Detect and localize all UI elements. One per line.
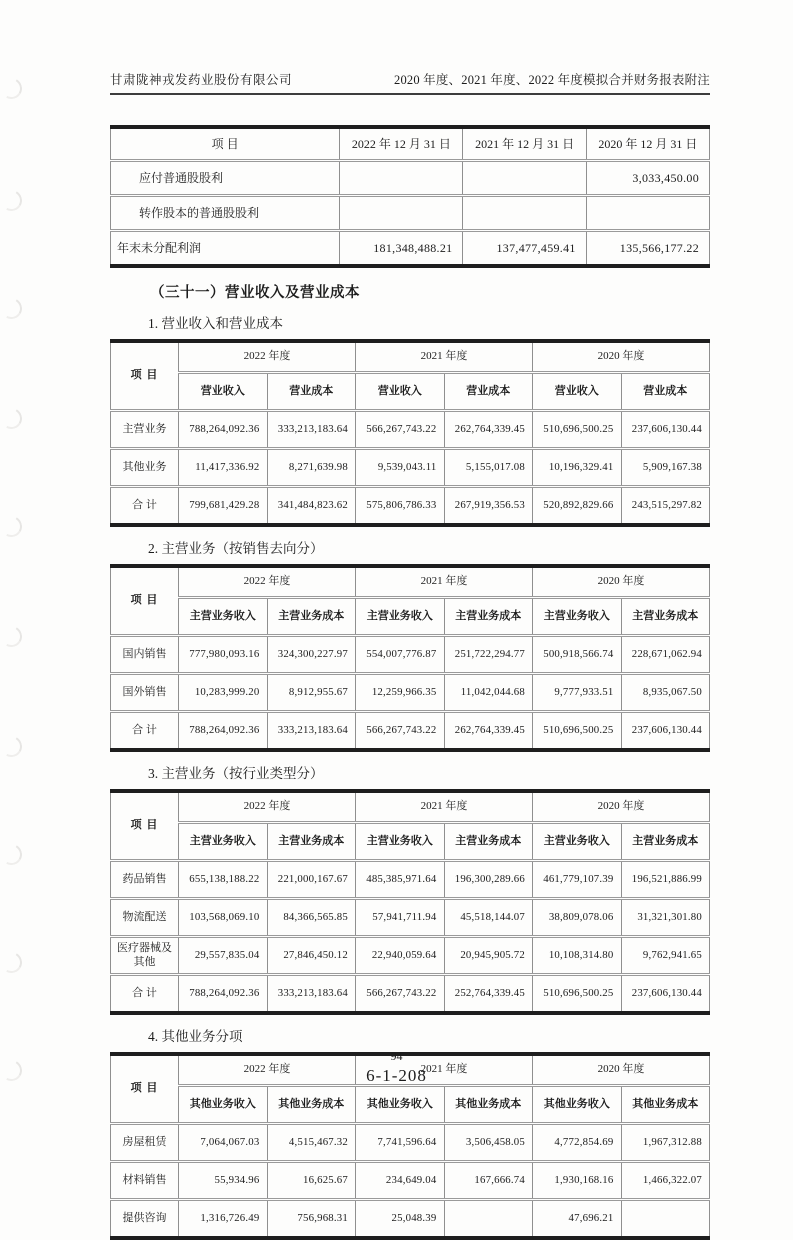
amount-cell: 221,000,167.67 (267, 861, 356, 899)
table-subheader-row (111, 373, 710, 411)
row-label: 应付普通股股利 (111, 161, 340, 196)
amount-cell: 237,606,130.44 (621, 712, 710, 751)
row-label: 医疗器械及其他 (111, 937, 179, 975)
row-label: 药品销售 (111, 861, 179, 899)
amount-cell (340, 161, 463, 196)
subheader-cost: 主营业务成本 (267, 823, 356, 861)
subheader-cost: 其他业务成本 (444, 1086, 533, 1124)
table-row (111, 1124, 710, 1162)
amount-cell: 10,283,999.20 (179, 674, 268, 712)
subheader-income: 主营业务收入 (179, 823, 268, 861)
subheader-income: 营业收入 (533, 373, 622, 411)
table-header-row (111, 127, 710, 161)
row-label: 转作股本的普通股股利 (111, 196, 340, 231)
binding-hole-mark (0, 734, 24, 760)
amount-cell: 237,606,130.44 (621, 975, 710, 1014)
column-header-year-2021: 2021 年度 (356, 566, 533, 598)
row-label: 其他业务 (111, 449, 179, 487)
subheader-cost: 主营业务成本 (267, 598, 356, 636)
subheader-cost: 营业成本 (444, 373, 533, 411)
amount-cell: 262,764,339.45 (444, 411, 533, 449)
table-by-industry (110, 789, 710, 1015)
amount-cell: 252,764,339.45 (444, 975, 533, 1014)
amount-cell: 20,945,905.72 (444, 937, 533, 975)
subheader-cost: 主营业务成本 (621, 598, 710, 636)
subsection-3-heading: 3. 主营业务（按行业类型分） (148, 766, 324, 781)
amount-cell: 167,666.74 (444, 1162, 533, 1200)
table-row (111, 449, 710, 487)
table-by-destination (110, 564, 710, 752)
row-label: 国外销售 (111, 674, 179, 712)
amount-cell: 3,033,450.00 (586, 161, 709, 196)
amount-cell: 31,321,301.80 (621, 899, 710, 937)
table-dividends (110, 125, 710, 268)
column-header-item: 项 目 (111, 1054, 179, 1124)
amount-cell: 135,566,177.22 (586, 231, 709, 267)
amount-cell: 16,625.67 (267, 1162, 356, 1200)
row-label: 物流配送 (111, 899, 179, 937)
document-code: 6-1-208 (366, 1066, 427, 1085)
amount-cell: 5,155,017.08 (444, 449, 533, 487)
subheader-income: 营业收入 (179, 373, 268, 411)
amount-cell: 45,518,144.07 (444, 899, 533, 937)
subheader-income: 主营业务收入 (179, 598, 268, 636)
amount-cell: 1,316,726.49 (179, 1200, 268, 1239)
amount-cell: 8,271,639.98 (267, 449, 356, 487)
amount-cell (444, 1200, 533, 1239)
column-header-date-2021: 2021 年 12 月 31 日 (463, 127, 586, 161)
amount-cell: 12,259,966.35 (356, 674, 445, 712)
table-subheader-row (111, 598, 710, 636)
binding-hole-mark (0, 514, 24, 540)
amount-cell: 566,267,743.22 (356, 975, 445, 1014)
table-subheader-row (111, 1086, 710, 1124)
document-header (110, 70, 710, 95)
binding-hole-mark (0, 950, 24, 976)
amount-cell: 10,108,314.80 (533, 937, 622, 975)
binding-hole-mark (0, 842, 24, 868)
column-header-item: 项 目 (111, 566, 179, 636)
amount-cell: 4,772,854.69 (533, 1124, 622, 1162)
subheader-cost: 营业成本 (621, 373, 710, 411)
table-row (111, 231, 710, 267)
amount-cell: 25,048.39 (356, 1200, 445, 1239)
binding-hole-mark (0, 624, 24, 650)
table-row (111, 161, 710, 196)
amount-cell: 9,539,043.11 (356, 449, 445, 487)
subheader-income: 主营业务收入 (356, 598, 445, 636)
table-revenue (110, 339, 710, 527)
amount-cell: 324,300,227.97 (267, 636, 356, 674)
amount-cell: 788,264,092.36 (179, 712, 268, 751)
column-header-year-2022: 2022 年度 (179, 566, 356, 598)
amount-cell: 262,764,339.45 (444, 712, 533, 751)
column-header-year-2022: 2022 年度 (179, 1054, 356, 1086)
table-row (111, 411, 710, 449)
binding-hole-mark (0, 76, 24, 102)
amount-cell: 333,213,183.64 (267, 975, 356, 1014)
amount-cell: 500,918,566.74 (533, 636, 622, 674)
amount-cell: 234,649.04 (356, 1162, 445, 1200)
subheader-income: 主营业务收入 (533, 598, 622, 636)
table-subheader-row (111, 823, 710, 861)
subheader-cost: 主营业务成本 (444, 823, 533, 861)
amount-cell: 510,696,500.25 (533, 975, 622, 1014)
column-header-item: 项 目 (111, 127, 340, 161)
amount-cell: 243,515,297.82 (621, 487, 710, 526)
subheader-income: 其他业务收入 (179, 1086, 268, 1124)
column-header-year-2021: 2021 年度 (356, 341, 533, 373)
amount-cell: 756,968.31 (267, 1200, 356, 1239)
column-header-year-2020: 2020 年度 (533, 341, 710, 373)
amount-cell: 55,934.96 (179, 1162, 268, 1200)
subheader-cost: 其他业务成本 (621, 1086, 710, 1124)
table-row (111, 712, 710, 751)
amount-cell: 9,762,941.65 (621, 937, 710, 975)
company-name: 甘肃陇神戎发药业股份有限公司 (110, 73, 293, 87)
amount-cell (621, 1200, 710, 1239)
subsection-2-heading: 2. 主营业务（按销售去向分） (148, 541, 324, 556)
subheader-cost: 营业成本 (267, 373, 356, 411)
amount-cell: 10,196,329.41 (533, 449, 622, 487)
table-row (111, 899, 710, 937)
row-label: 国内销售 (111, 636, 179, 674)
amount-cell: 251,722,294.77 (444, 636, 533, 674)
amount-cell: 196,300,289.66 (444, 861, 533, 899)
amount-cell: 57,941,711.94 (356, 899, 445, 937)
amount-cell: 520,892,829.66 (533, 487, 622, 526)
amount-cell: 5,909,167.38 (621, 449, 710, 487)
row-label: 主营业务 (111, 411, 179, 449)
amount-cell: 485,385,971.64 (356, 861, 445, 899)
amount-cell: 1,967,312.88 (621, 1124, 710, 1162)
table-row (111, 1162, 710, 1200)
amount-cell: 7,741,596.64 (356, 1124, 445, 1162)
amount-cell (463, 196, 586, 231)
amount-cell: 8,912,955.67 (267, 674, 356, 712)
amount-cell: 11,042,044.68 (444, 674, 533, 712)
subheader-cost: 主营业务成本 (621, 823, 710, 861)
table-row (111, 861, 710, 899)
amount-cell (586, 196, 709, 231)
page-number: 94 (390, 1049, 403, 1063)
row-label: 合 计 (111, 487, 179, 526)
column-header-year-2021: 2021 年度 (356, 1054, 533, 1086)
table-header-row (111, 566, 710, 598)
row-label: 提供咨询 (111, 1200, 179, 1239)
amount-cell: 84,366,565.85 (267, 899, 356, 937)
amount-cell: 1,930,168.16 (533, 1162, 622, 1200)
amount-cell: 3,506,458.05 (444, 1124, 533, 1162)
amount-cell: 788,264,092.36 (179, 975, 268, 1014)
row-label: 合 计 (111, 712, 179, 751)
row-label: 合 计 (111, 975, 179, 1014)
subheader-income: 其他业务收入 (533, 1086, 622, 1124)
amount-cell: 333,213,183.64 (267, 411, 356, 449)
amount-cell: 799,681,429.28 (179, 487, 268, 526)
subheader-cost: 其他业务成本 (267, 1086, 356, 1124)
amount-cell: 575,806,786.33 (356, 487, 445, 526)
amount-cell (463, 161, 586, 196)
column-header-item: 项 目 (111, 791, 179, 861)
column-header-date-2020: 2020 年 12 月 31 日 (586, 127, 709, 161)
row-label: 年末未分配利润 (111, 231, 340, 267)
subheader-income: 营业收入 (356, 373, 445, 411)
amount-cell: 655,138,188.22 (179, 861, 268, 899)
amount-cell: 228,671,062.94 (621, 636, 710, 674)
row-label: 房屋租赁 (111, 1124, 179, 1162)
amount-cell: 554,007,776.87 (356, 636, 445, 674)
column-header-date-2022: 2022 年 12 月 31 日 (340, 127, 463, 161)
table-header-row (111, 791, 710, 823)
subheader-income: 主营业务收入 (533, 823, 622, 861)
document-page (110, 70, 710, 1240)
amount-cell: 9,777,933.51 (533, 674, 622, 712)
subheader-income: 主营业务收入 (356, 823, 445, 861)
amount-cell: 461,779,107.39 (533, 861, 622, 899)
column-header-year-2020: 2020 年度 (533, 566, 710, 598)
amount-cell: 22,940,059.64 (356, 937, 445, 975)
subsection-1-heading: 1. 营业收入和营业成本 (148, 316, 283, 331)
amount-cell: 1,466,322.07 (621, 1162, 710, 1200)
table-row (111, 937, 710, 975)
amount-cell: 137,477,459.41 (463, 231, 586, 267)
column-header-year-2020: 2020 年度 (533, 791, 710, 823)
amount-cell: 38,809,078.06 (533, 899, 622, 937)
amount-cell: 47,696.21 (533, 1200, 622, 1239)
amount-cell: 29,557,835.04 (179, 937, 268, 975)
binding-hole-mark (0, 406, 24, 432)
table-row (111, 196, 710, 231)
subheader-income: 其他业务收入 (356, 1086, 445, 1124)
amount-cell: 196,521,886.99 (621, 861, 710, 899)
column-header-year-2022: 2022 年度 (179, 791, 356, 823)
amount-cell (340, 196, 463, 231)
amount-cell: 181,348,488.21 (340, 231, 463, 267)
amount-cell: 11,417,336.92 (179, 449, 268, 487)
amount-cell: 510,696,500.25 (533, 411, 622, 449)
amount-cell: 7,064,067.03 (179, 1124, 268, 1162)
amount-cell: 777,980,093.16 (179, 636, 268, 674)
table-row (111, 487, 710, 526)
amount-cell: 103,568,069.10 (179, 899, 268, 937)
binding-hole-mark (0, 296, 24, 322)
column-header-year-2022: 2022 年度 (179, 341, 356, 373)
section-heading: （三十一）营业收入及营业成本 (150, 285, 360, 301)
amount-cell: 341,484,823.62 (267, 487, 356, 526)
report-title: 2020 年度、2021 年度、2022 年度模拟合并财务报表附注 (394, 73, 710, 87)
subsection-4-heading: 4. 其他业务分项 (148, 1029, 243, 1044)
table-header-row (111, 341, 710, 373)
amount-cell: 267,919,356.53 (444, 487, 533, 526)
table-row (111, 674, 710, 712)
binding-hole-mark (0, 188, 24, 214)
amount-cell: 566,267,743.22 (356, 712, 445, 751)
amount-cell: 333,213,183.64 (267, 712, 356, 751)
subheader-cost: 主营业务成本 (444, 598, 533, 636)
column-header-year-2020: 2020 年度 (533, 1054, 710, 1086)
table-row (111, 975, 710, 1014)
amount-cell: 510,696,500.25 (533, 712, 622, 751)
table-row (111, 636, 710, 674)
amount-cell: 566,267,743.22 (356, 411, 445, 449)
column-header-item: 项 目 (111, 341, 179, 411)
row-label: 材料销售 (111, 1162, 179, 1200)
amount-cell: 27,846,450.12 (267, 937, 356, 975)
amount-cell: 788,264,092.36 (179, 411, 268, 449)
column-header-year-2021: 2021 年度 (356, 791, 533, 823)
table-row (111, 1200, 710, 1239)
amount-cell: 8,935,067.50 (621, 674, 710, 712)
amount-cell: 4,515,467.32 (267, 1124, 356, 1162)
amount-cell: 237,606,130.44 (621, 411, 710, 449)
